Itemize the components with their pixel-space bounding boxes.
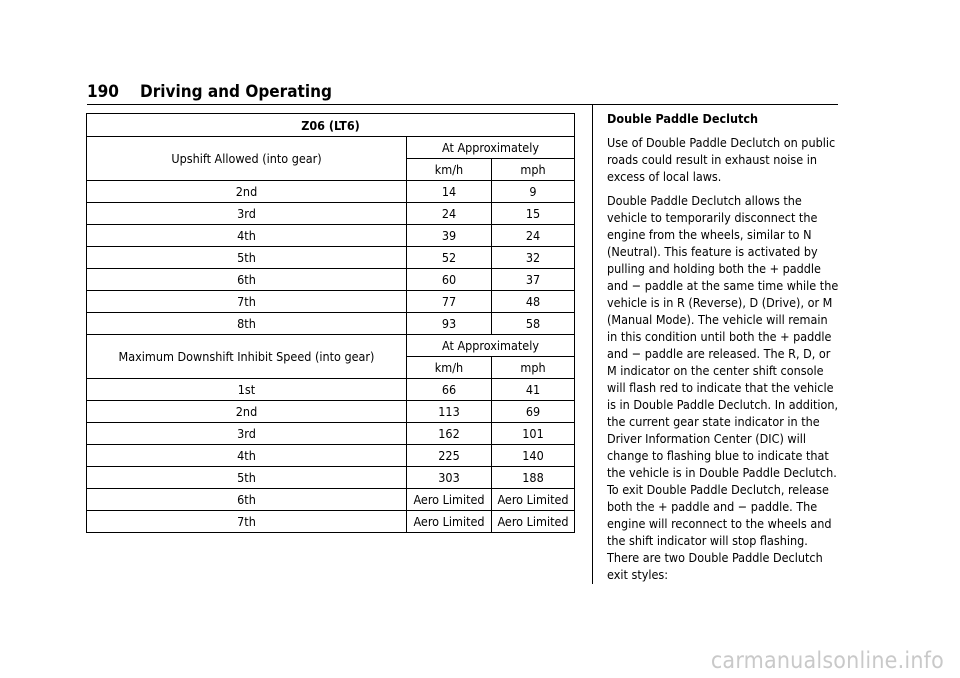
unit-mph: mph — [492, 357, 575, 379]
kmh-cell: 39 — [407, 225, 492, 247]
table-row — [87, 203, 575, 225]
mph-cell: 69 — [492, 401, 575, 423]
gear-cell: 2nd — [87, 401, 407, 423]
unit-kmh: km/h — [407, 357, 492, 379]
page-header — [87, 82, 838, 105]
mph-cell: 32 — [492, 247, 575, 269]
table-row — [87, 313, 575, 335]
table-row — [87, 269, 575, 291]
table-title: Z06 (LT6) — [87, 114, 575, 137]
mph-cell: 140 — [492, 445, 575, 467]
group-header: At Approximately — [407, 335, 575, 357]
table-row — [87, 291, 575, 313]
upshift-label: Upshift Allowed (into gear) — [87, 137, 407, 181]
mph-cell: 101 — [492, 423, 575, 445]
section-title: Driving and Operating — [140, 82, 332, 102]
kmh-cell: Aero Limited — [407, 489, 492, 511]
group-header: At Approximately — [407, 137, 575, 159]
article-heading: Double Paddle Declutch — [607, 111, 759, 126]
unit-kmh: km/h — [407, 159, 492, 181]
gear-cell: 7th — [87, 511, 407, 533]
article-paragraph: Use of Double Paddle Declutch on public roads could result in exhaust noise in excess of local laws. — [607, 135, 836, 184]
gear-cell: 3rd — [87, 203, 407, 225]
downshift-header-row — [87, 335, 575, 357]
table-row — [87, 467, 575, 489]
gear-cell: 6th — [87, 489, 407, 511]
mph-cell: 9 — [492, 181, 575, 203]
gear-cell: 7th — [87, 291, 407, 313]
kmh-cell: Aero Limited — [407, 511, 492, 533]
page-number: 190 — [87, 82, 119, 102]
article-paragraph: Double Paddle Declutch allows the vehicle to temporarily disconnect the engine from the wheels, similar to N (Neutral). This feature is activated by pulling and holding both the + paddle and − paddle at the same time while the vehicle is in R (Reverse), D (Drive), or M (Manual Mode). The vehicle will remain in this condition until both the + paddle and − paddle are released. The R, D, or M indicator on the center shift console will flash red to indicate that the vehicle is in Double Paddle Declutch. In addition, the current gear state indicator in the Driver Information Center (DIC) will change to flashing blue to indicate that the vehicle is in Double Paddle Declutch. To exit Double Paddle Declutch, release both the + paddle and − paddle. The engine will reconnect to the wheels and the shift indicator will stop flashing. There are two Double Paddle Declutch exit styles: — [607, 193, 839, 582]
gear-cell: 6th — [87, 269, 407, 291]
gear-cell: 2nd — [87, 181, 407, 203]
column-divider — [592, 104, 593, 584]
mph-cell: 48 — [492, 291, 575, 313]
article — [607, 110, 839, 590]
table-row — [87, 489, 575, 511]
watermark: carmanualsonline.info — [710, 648, 944, 674]
table-row — [87, 181, 575, 203]
table-row — [87, 401, 575, 423]
kmh-cell: 303 — [407, 467, 492, 489]
kmh-cell: 93 — [407, 313, 492, 335]
mph-cell: 24 — [492, 225, 575, 247]
kmh-cell: 60 — [407, 269, 492, 291]
mph-cell: Aero Limited — [492, 511, 575, 533]
gear-cell: 5th — [87, 247, 407, 269]
mph-cell: 58 — [492, 313, 575, 335]
gear-cell: 8th — [87, 313, 407, 335]
gear-cell: 1st — [87, 379, 407, 401]
kmh-cell: 52 — [407, 247, 492, 269]
gear-cell: 5th — [87, 467, 407, 489]
kmh-cell: 225 — [407, 445, 492, 467]
mph-cell: 41 — [492, 379, 575, 401]
unit-mph: mph — [492, 159, 575, 181]
gear-cell: 4th — [87, 445, 407, 467]
table-row — [87, 511, 575, 533]
kmh-cell: 162 — [407, 423, 492, 445]
gear-cell: 3rd — [87, 423, 407, 445]
kmh-cell: 14 — [407, 181, 492, 203]
kmh-cell: 66 — [407, 379, 492, 401]
mph-cell: Aero Limited — [492, 489, 575, 511]
downshift-label: Maximum Downshift Inhibit Speed (into gear) — [87, 335, 407, 379]
table-row — [87, 423, 575, 445]
table-title-row — [87, 114, 575, 137]
table-row — [87, 445, 575, 467]
mph-cell: 188 — [492, 467, 575, 489]
table-row — [87, 379, 575, 401]
table-row — [87, 247, 575, 269]
kmh-cell: 113 — [407, 401, 492, 423]
gear-cell: 4th — [87, 225, 407, 247]
shift-speed-table — [86, 113, 574, 533]
kmh-cell: 24 — [407, 203, 492, 225]
table-row — [87, 225, 575, 247]
upshift-header-row — [87, 137, 575, 159]
kmh-cell: 77 — [407, 291, 492, 313]
mph-cell: 15 — [492, 203, 575, 225]
mph-cell: 37 — [492, 269, 575, 291]
